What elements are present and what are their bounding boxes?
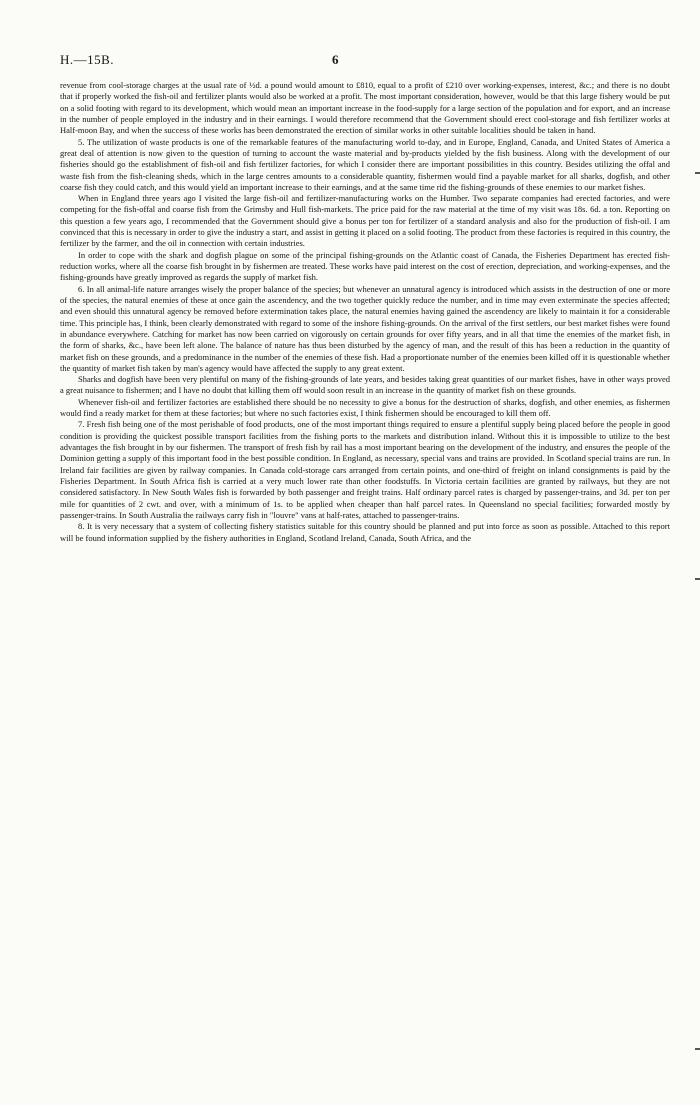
body-text [60, 80, 670, 544]
paragraph: Sharks and dogfish have been very plentiful on many of the fishing-grounds of late years, and besides taking great quantities of our market fishes, have in other ways proved a great nuisance to fishermen; and I have no doubt that killing them off would soon result in an increase in the quantity of market fish on these grounds. [60, 374, 670, 396]
scan-mark [695, 172, 700, 174]
page-number: 6 [332, 52, 339, 67]
scan-mark [695, 578, 700, 580]
paragraph: When in England three years ago I visited the large fish-oil and fertilizer-manufacturing works on the Humber. Two separate companies had erected factories, and were competing for the fish-offal and coarse fish from the Grimsby and Hull fish-markets. The price paid for the raw material at the time of my visit was 18s. 6d. a ton. Reporting on this question a few years ago, I recommended that the Government should give a bonus per ton for fertilizer of a standard analysis and also for the production of fish-oil. I am convinced that this is necessary in order to give the industry a start, and assist in getting it placed on a solid footing. The product from these factories is required in this country, the fertilizer by the farmer, and the oil in connection with certain industries. [60, 193, 670, 249]
paragraph: revenue from cool-storage charges at the usual rate of ½d. a pound would amount to £810, equal to a profit of £210 over working-expenses, interest, &c.; and there is no doubt that if properly worked the fish-oil and fertilizer plants would also be worked at a profit. The most important consideration, however, would be that this large fishery would be put on a solid footing with regard to its development, which would mean an important increase in the food-supply for a large section of the population and for export, and an increase in the number of people employed in the industry and in their earnings. I would therefore recommend that the Government should erect cool-storage and fish fertilizer works at Half-moon Bay, and when the success of these works has been demonstrated the erection of similar works in other suitable localities should be taken in hand. [60, 80, 670, 136]
scan-mark [695, 1048, 700, 1050]
paragraph: In order to cope with the shark and dogfish plague on some of the principal fishing-grounds on the Atlantic coast of Canada, the Fisheries Department has erected fish-reduction works, where all the coarse fish brought in by fishermen are treated. These works have paid interest on the cost of erection, depreciation, and working-expenses, and the fishing-grounds have greatly improved as regards the supply of market fish. [60, 249, 670, 283]
report-reference: H.—15B. [60, 52, 115, 67]
paragraph: Whenever fish-oil and fertilizer factories are established there should be no necessity to give a bonus for the destruction of sharks, dogfish, and other enemies, as fishermen would find a ready market for them at these factories; but where no such factories exist, I think fishermen should be encouraged to kill them off. [60, 396, 670, 419]
paragraph: 5. The utilization of waste products is one of the remarkable features of the manufacturing world to-day, and in Europe, England, Canada, and United States of America a great deal of attention is now given to the question of turning to account the waste material and by-products yielded by the fish business. Along with the development of our fisheries should go the establishment of fish-oil and fish fertilizer factories, for which I consider there are important possibilities in this country. Besides utilizing the offal and waste fish from the fish-cleaning sheds, which in the large centres amounts to a considerable quantity, fishermen would find a payable market for all sharks, dogfish, and other coarse fish they could catch, and this would yield an important increase to their earnings, and at the same time rid the fishing-grounds of these enemies to our market fishes. [60, 136, 670, 192]
paragraph: 8. It is very necessary that a system of collecting fishery statistics suitable for this country should be planned and put into force as soon as possible. Attached to this report will be found information supplied by the fishery authorities in England, Scotland Ireland, Canada, South Africa, and the [60, 521, 670, 543]
paragraph: 7. Fresh fish being one of the most perishable of food products, one of the most important things required to ensure a plentiful supply being placed before the people in good condition is providing the quickest possible transport facilities from the fishing ports to the markets and distribution inland. Without this it is impossible to utilize to the best advantages the fish brought in by our fishermen. The transport of fresh fish by rail has a most important bearing on the development of the industry, and ensures the people of the Dominion getting a supply of this important food in the best possible condition. In England, as necessary, special vans and trains are provided. In Scotland special trains are run. In Ireland fair facilities are given by railway companies. In Canada cold-storage cars arranged from certain points, and one-third of freight on inland consignments is paid by the Fisheries Department. In South Africa fish is carried at a very much lower rate than other foodstuffs. In Victoria certain facilities are granted by railways, but they are not considered satisfactory. In New South Wales fish is forwarded by both passenger and freight trains. Half ordinary parcel rates is charged by passenger-trains, and 3d. per ton per mile for quantities of 2 cwt. and over, with a minimum of 1s. to be applied when cheaper than half parcel rates. In Queensland no special facilities; forwarded mostly by passenger-trains. In South Australia the railways carry fish in "louvre" vans at half-rates, attached to passenger-trains. [60, 419, 670, 520]
paragraph: 6. In all animal-life nature arranges wisely the proper balance of the species; but whenever an unnatural agency is introduced which assists in the destruction of one or more of the species, the natural enemies of these at once gain the ascendency, and the two together quickly reduce the number, and in time may even exterminate the species affected; and even should this unnatural agency be removed before extermination takes place, the natural enemies having gained the ascendency are likely to maintain it for a considerable time. This principle has, I think, been clearly demonstrated with regard to some of the inshore fishing-grounds. On the arrival of the first settlers, our best market fishes were found in abundance everywhere. Catching for market has now been carried on vigorously on certain grounds for over fifty years, and in all that time the enemies of the market fish, in the form of sharks, &c., have been left alone. The balance of nature has thus been disturbed by the agency of man, and the result of this has been a reduction in the quantity of market fish on these grounds, and a predominance in the number of the enemies of these fish. Had a proportionate number of the enemies been killed off it is questionable whether the quantity of market fish taken by man's agency would have affected the supply to any great extent. [60, 283, 670, 373]
page-header [60, 52, 620, 72]
